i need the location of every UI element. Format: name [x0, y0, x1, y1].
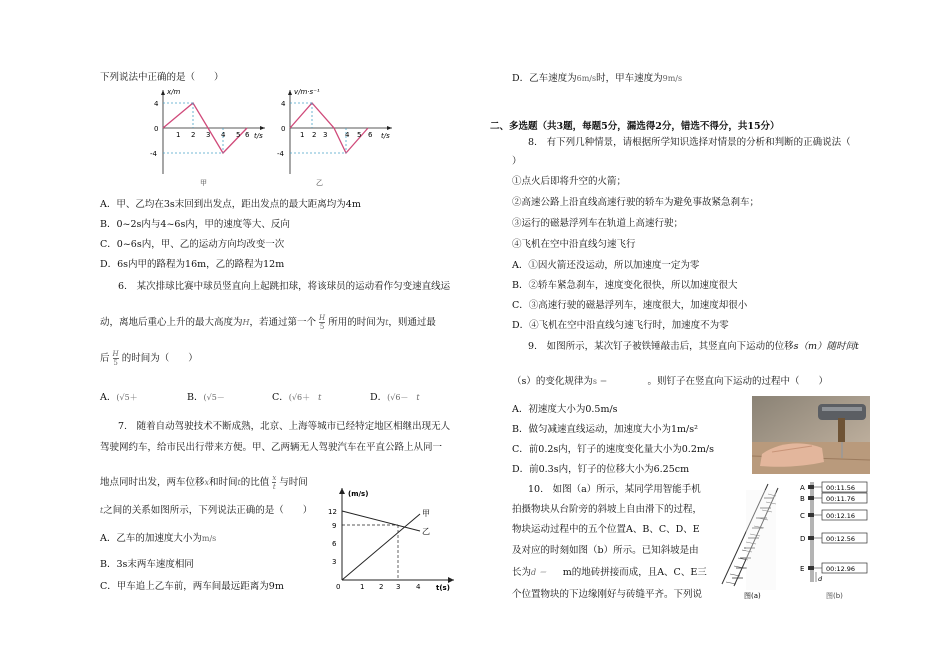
fig10b-caption: 图(b) [826, 592, 843, 600]
pos-label-e: E [800, 565, 805, 573]
q8-option-c: C．③高速行驶的磁悬浮列车，速度很大，加速度却很小 [512, 300, 748, 311]
pos-label-a: A [800, 484, 805, 492]
time-a: 00:11.56 [826, 484, 856, 492]
q9-option-b: B．做匀减速直线运动，加速度大小为1m/s² [512, 424, 698, 435]
q7-ytick: 6 [332, 540, 337, 548]
q10-line-3: 物块运动过程中的五个位置A、B、C、D、E [512, 524, 700, 535]
yi-xlabel: t/s [381, 132, 390, 140]
q6-option-a: A．(√5＋ [100, 392, 138, 403]
jia-ytick: -4 [150, 150, 157, 158]
q9-line-2: （s）的变化规律为s ＝ 。则钉子在竖直向下运动的过程中（ ） [512, 376, 829, 387]
q8-item-3: ③运行的磁悬浮列车在轨道上高速行驶； [512, 218, 684, 229]
q7-line-1: 7. 随着自动驾驶技术不断成熟，北京、上海等城市已经特定地区相继出现无人 [118, 421, 451, 432]
d-label: d [818, 575, 823, 583]
yi-ytick: -4 [277, 150, 284, 158]
q7-line-3: 地点同时出发，两车位移x和时间t的比值 $\frac{x}{t}$ 与时间 [100, 474, 308, 491]
yi-ytick: 0 [281, 125, 286, 133]
q7-option-b: B．3s末两车速度相同 [100, 559, 194, 570]
yi-ytick: 4 [281, 100, 286, 108]
yi-xtick: 4 [345, 131, 350, 139]
time-e: 00:12.96 [826, 565, 856, 573]
q10-line-2: 拍摄物块从台阶旁的斜坡上自由滑下的过程， [512, 504, 703, 515]
q9-option-d: D．前0.3s内，钉子的位移大小为6.25cm [512, 464, 690, 475]
jia-xtick: 3 [206, 131, 211, 139]
figure-q7-xt-graph [320, 484, 460, 594]
q6-line-2: 动，离地后重心上升的最大高度为H，若通过第一个 $\frac{H}{5}$ 所用的时间为t，则通过最 [100, 314, 436, 331]
q8-option-a: A．①因火箭还没运动，所以加速度一定为零 [512, 260, 700, 271]
figure-jia-xt-graph [145, 86, 270, 178]
jia-ytick: 4 [154, 100, 159, 108]
q7-xtick: 4 [416, 583, 421, 591]
q7-ylabel: (m/s) [348, 490, 369, 498]
q10-line-6: 个位置物块的下边缘刚好与砖缝平齐。下列说 [512, 589, 703, 600]
q7-ytick: 12 [328, 508, 337, 516]
yi-xtick: 3 [323, 131, 328, 139]
jia-xlabel: t/s [254, 132, 263, 140]
q8-item-1: ①点火后即将升空的火箭； [512, 176, 627, 187]
jia-xtick: 4 [221, 131, 226, 139]
figure-10a-staircase [716, 478, 786, 602]
q10-line-1: 10. 如图（a）所示，某同学用智能手机 [528, 484, 701, 495]
q7-option-c: C．甲车追上乙车前，两车间最远距离为9m [100, 581, 284, 592]
q6-line-1: 6. 某次排球比赛中球员竖直向上起跳扣球，将该球员的运动看作匀变速直线运 [118, 281, 451, 292]
q5-option-b: B．0~2s内与4~6s内，甲的速度等大、反向 [100, 219, 290, 230]
q7-xtick: 1 [360, 583, 365, 591]
time-b: 00:11.76 [826, 495, 856, 503]
q7-line-yi: 乙 [422, 527, 430, 536]
yi-ylabel: v/m·s⁻¹ [294, 88, 320, 96]
time-c: 00:12.16 [826, 512, 856, 520]
hammer-nail-photo [752, 396, 870, 474]
fig10a-caption: 图(a) [744, 592, 761, 600]
yi-xtick: 1 [300, 131, 305, 139]
q6-option-b: B．(√5－ [187, 392, 225, 403]
q7-xtick: 0 [336, 583, 341, 591]
q8-option-b: B．②轿车紧急刹车，速度变化很快，所以加速度很大 [512, 280, 738, 291]
q7-line-4: t之间的关系如图所示，下列说法正确的是（ ） [100, 505, 313, 516]
jia-xtick: 2 [191, 131, 196, 139]
q6-option-d: D．(√6－ t [370, 392, 420, 403]
time-d: 00:12.56 [826, 535, 856, 543]
q7-option-d: D．乙车速度为6m/s时，甲车速度为9m/s [512, 73, 683, 84]
q5-option-c: C．0~6s内，甲、乙的运动方向均改变一次 [100, 239, 285, 250]
q7-xtick: 2 [379, 583, 384, 591]
pos-label-c: C [800, 512, 805, 520]
section-2-heading: 二、多选题（共3题，每题5分，漏选得2分，错选不得分，共15分） [490, 121, 780, 132]
figure-jia-caption: 甲 [200, 179, 207, 187]
q8-line-1: 8. 有下列几种情景，请根据所学知识选择对情景的分析和判断的正确说法（ [528, 137, 851, 148]
q9-option-c: C．前0.2s内，钉子的速度变化量大小为0.2m/s [512, 444, 714, 455]
jia-ytick: 0 [154, 125, 159, 133]
q5-stem-tail: 下列说法中正确的是（ ） [100, 72, 224, 83]
q8-item-4: ④飞机在空中沿直线匀速飞行 [512, 239, 636, 250]
q7-line-2: 驾驶网约车，给市民出行带来方便。甲、乙两辆无人驾驶汽车在平直公路上从同一 [100, 442, 443, 453]
yi-xtick: 2 [312, 131, 317, 139]
yi-xtick: 5 [357, 131, 362, 139]
figure-yi-caption: 乙 [316, 179, 323, 187]
q9-line-1: 9. 如图所示，某次钉子被铁锤敲击后，其竖直向下运动的位移s（m）随时间t [528, 341, 859, 352]
q6-option-c: C．(√6＋ t [272, 392, 322, 403]
q5-option-a: A．甲、乙均在3s末回到出发点，距出发点的最大距离均为4m [100, 199, 361, 210]
figure-10b-timeline [796, 478, 876, 602]
q8-option-d: D．④飞机在空中沿直线匀速飞行时，加速度不为零 [512, 320, 729, 331]
q10-line-4: 及对应的时刻如图（b）所示。已知斜坡是由 [512, 545, 699, 556]
jia-ylabel: x/m [167, 88, 181, 96]
q7-option-a: A．乙车的加速度大小为m/s [100, 533, 217, 544]
q8-line-2: ） [512, 156, 522, 167]
q7-xlabel: t(s) [436, 584, 450, 592]
q7-ytick: 9 [332, 522, 337, 530]
q7-ytick: 3 [332, 558, 337, 566]
figure-yi-vt-graph [272, 86, 397, 178]
q7-line-jia: 甲 [422, 509, 430, 518]
pos-label-d: D [800, 535, 806, 543]
jia-xtick: 6 [245, 131, 250, 139]
q8-item-2: ②高速公路上沿直线高速行驶的轿车为避免事故紧急刹车； [512, 197, 760, 208]
q10-line-5: 长为d ＝ m的地砖拼接而成，且A、C、E三 [512, 567, 707, 578]
q6-line-3: 后 $\frac{H}{5}$ 的时间为（ ） [100, 350, 198, 367]
jia-xtick: 5 [236, 131, 241, 139]
q9-option-a: A．初速度大小为0.5m/s [512, 404, 618, 415]
q7-xtick: 3 [396, 583, 401, 591]
jia-xtick: 1 [176, 131, 181, 139]
yi-xtick: 6 [368, 131, 373, 139]
pos-label-b: B [800, 495, 805, 503]
q5-option-d: D．6s内甲的路程为16m，乙的路程为12m [100, 259, 285, 270]
